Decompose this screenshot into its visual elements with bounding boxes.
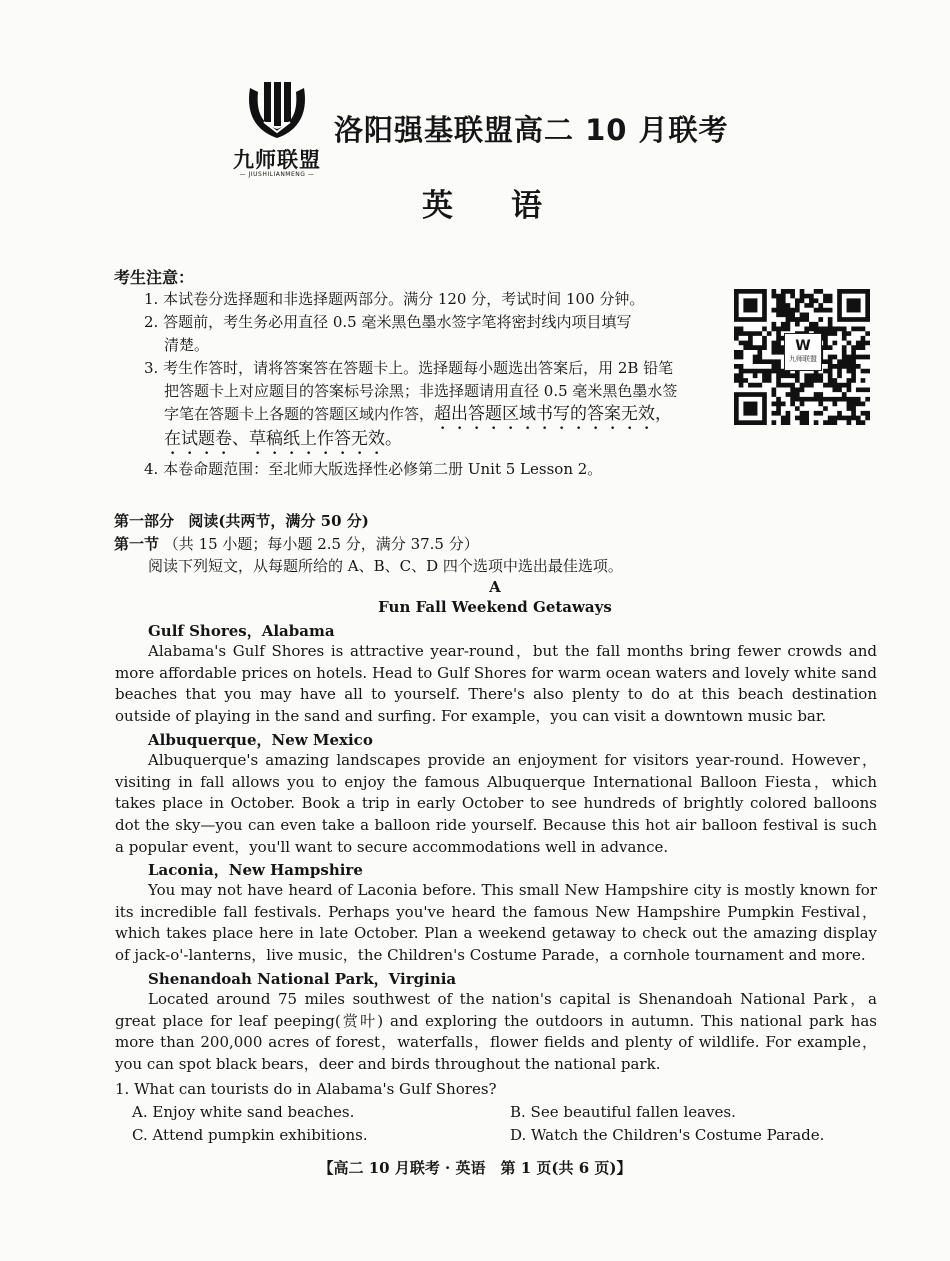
qr-center-badge: W 九师联盟 xyxy=(784,333,822,371)
option-a: A. Enjoy white sand beaches. xyxy=(132,1103,355,1121)
option-d: D. Watch the Children's Costume Parade. xyxy=(510,1126,825,1144)
notice-title: 考生注意： xyxy=(114,268,195,287)
passage-title: Fun Fall Weekend Getaways xyxy=(378,598,612,616)
section1-heading: 第一节 （共 15 小题；每小题 2.5 分，满分 37.5 分） xyxy=(114,535,479,553)
part1-heading: 第一部分 阅读(共两节，满分 50 分) xyxy=(114,512,369,530)
page-footer: 【高二 10 月联考 · 英语 第 1 页(共 6 页)】 xyxy=(318,1159,632,1177)
notice-item-3-cont1: 把答题卡上对应题目的答案标号涂黑；非选择题请用直径 0.5 毫米黑色墨水签 xyxy=(164,382,678,400)
passage-paragraph: You may not have heard of Laconia before. This small New Hampshire city is mostly known for its incredible fall festivals. Perhaps you've heard the famous New Hampshire Pumpkin Festival，which takes place here in late October. Plan a weekend getaway to check out the amazing display of jack-o'-lanterns，live music，the Children's Costume Parade，a cornhole tournament and more. xyxy=(115,881,877,965)
notice-item-3: 3. 考生作答时，请将答案答在答题卡上。选择题每小题选出答案后，用 2B 铅笔 xyxy=(144,359,674,377)
question-stem: 1. What can tourists do in Alabama's Gulf Shores? xyxy=(115,1080,497,1098)
notice-item-3-emphasis: 超出答题区域书写的答案无效， xyxy=(434,404,673,424)
passage-paragraph: Located around 75 miles southwest of the nation's capital is Shenandoah National Park，a great place for leaf peeping(赏叶) and exploring the outdoors in autumn. This national park has more than 200,000 acres of forest，waterfalls，flower fields and plenty of wildlife. For example，you can spot black bears，deer and birds throughout the national park. xyxy=(115,990,877,1074)
place-heading: Albuquerque，New Mexico xyxy=(148,731,373,749)
notice-item-4: 4. 本卷命题范围：至北师大版选择性必修第二册 Unit 5 Lesson 2。 xyxy=(144,460,603,478)
jiushi-logo xyxy=(222,80,332,180)
logo-english-name: — JIUSHILIANMENG — xyxy=(239,171,315,178)
option-b: B. See beautiful fallen leaves. xyxy=(510,1103,736,1121)
notice-item-2-cont: 清楚。 xyxy=(164,336,210,354)
notice-item-3-plain: 字笔在答题卡上各题的答题区域内作答， xyxy=(164,405,435,423)
subject-title: 英语 xyxy=(422,188,600,224)
place-heading: Shenandoah National Park，Virginia xyxy=(148,970,457,988)
notice-item-2: 2. 答题前，考生务必用直径 0.5 毫米黑色墨水签字笔将密封线内项目填写 xyxy=(144,313,632,331)
logo-chinese-name: 九师联盟 xyxy=(233,148,321,172)
logo-mark-icon xyxy=(244,82,310,142)
place-heading: Laconia，New Hampshire xyxy=(148,861,363,879)
option-c: C. Attend pumpkin exhibitions. xyxy=(132,1126,368,1144)
place-heading: Gulf Shores，Alabama xyxy=(148,622,335,640)
passage-paragraph: Alabama's Gulf Shores is attractive year-round，but the fall months bring fewer crowds and more affordable prices on hotels. Head to Gulf Shores for warm ocean waters and lovely white sand beaches that you may have all to yourself. There's also plenty to do at this beach destination outside of playing in the sand and surfing. For example，you can visit a downtown music bar. xyxy=(115,642,877,726)
qr-code xyxy=(734,289,870,425)
passage-paragraph: Albuquerque's amazing landscapes provide an enjoyment for visitors year-round. However，visiting in fall allows you to enjoy the famous Albuquerque International Balloon Fiesta，which takes place in October. Book a trip in early October to see hundreds of brightly colored balloons dot the sky—you can even take a balloon ride yourself. Because this hot air balloon festival is such a popular event，you'll want to secure accommodations well in advance. xyxy=(115,751,877,856)
passage-letter: A xyxy=(489,578,501,596)
exam-title: 洛阳强基联盟高二 10 月联考 xyxy=(334,113,729,147)
notice-item-1: 1. 本试卷分选择题和非选择题两部分。满分 120 分，考试时间 100 分钟。 xyxy=(144,290,645,308)
notice-item-3-cont3: 在试题卷、草稿纸上作答无效。 xyxy=(164,429,402,449)
section1-instruction: 阅读下列短文，从每题所给的 A、B、C、D 四个选项中选出最佳选项。 xyxy=(148,557,623,575)
